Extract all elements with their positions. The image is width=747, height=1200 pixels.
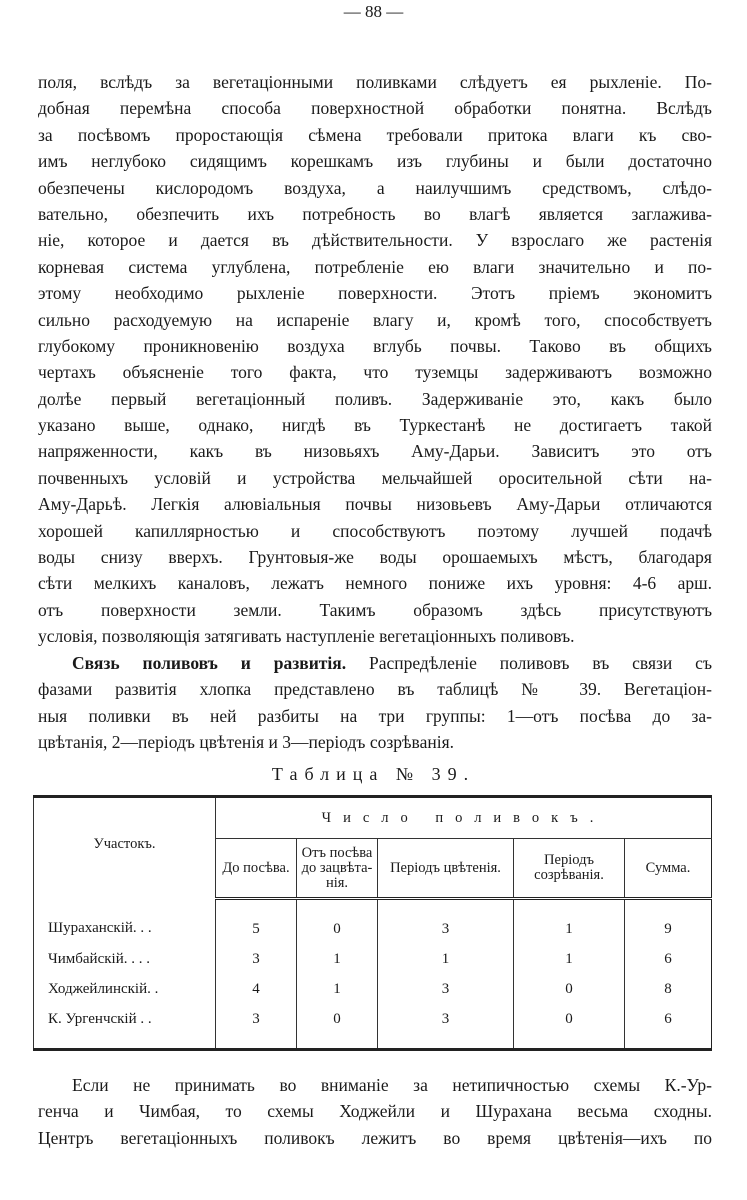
paragraph-1-line: вательно, обезпечить ихъ потребность во влагѣ является заглажива- xyxy=(38,203,712,224)
row-label: Чимбайскій. . . . xyxy=(34,944,216,974)
row-label: К. Ургенчскій . . xyxy=(34,1004,216,1050)
table-row xyxy=(34,899,712,945)
table-cell: 3 xyxy=(216,1004,297,1050)
paragraph-2 xyxy=(38,650,712,756)
table-cell: 1 xyxy=(514,944,625,974)
paragraph-1-line: сильно расходуемую на испареніе влагу и, кромѣ того, способствуетъ xyxy=(38,309,712,330)
paragraph-1-line: хорошей капиллярностью и способствуютъ поэтому лучшей подачѣ xyxy=(38,520,712,541)
paragraph-1-line: этому необходимо рыхленіе поверхности. Этотъ пріемъ экономитъ xyxy=(38,283,712,304)
paragraph-1-line: условія, позволяющія затягивать наступленіе вегетаціонныхъ поливовъ. xyxy=(38,626,575,647)
table-cell: 3 xyxy=(378,974,514,1004)
table-cell: 1 xyxy=(514,899,625,945)
column-header: Сумма. xyxy=(625,839,712,899)
paragraph-1-line: за посѣвомъ проростающія сѣмена требовали притока влаги къ сво- xyxy=(38,124,712,145)
table-cell: 1 xyxy=(297,974,378,1004)
text-line: Распредѣленіе поливовъ въ связи съ xyxy=(369,653,712,673)
table-cell: 6 xyxy=(625,1004,712,1050)
column-header: Отъ посѣва до зацвѣта-нія. xyxy=(297,839,378,899)
paragraph-1-line: добная перемѣна способа поверхностной обработки понятна. Вслѣдъ xyxy=(38,98,712,119)
paragraph-1-line: воды снизу вверхъ. Грунтовыя-же воды орошаемыхъ мѣстъ, благодаря xyxy=(38,547,712,568)
paragraph-1-line: ніе, которое и дается въ дѣйствительности. У взрослаго же растенія xyxy=(38,230,712,251)
table-cell: 9 xyxy=(625,899,712,945)
paragraph-1-line: отъ поверхности земли. Такимъ образомъ здѣсь присутствуютъ xyxy=(38,599,712,620)
table-cell: 3 xyxy=(216,944,297,974)
paragraph-1-line: имъ неглубоко сидящимъ корешкамъ изъ глубины и были достаточно xyxy=(38,151,712,172)
paragraph-2-line: ныя поливки въ ней разбиты на три группы: 1—отъ посѣва до за- xyxy=(38,705,712,726)
paragraph-1 xyxy=(38,69,712,650)
paragraph-3-line: Если не принимать во вниманіе за нетипичностью схемы К.-Ур- xyxy=(72,1075,712,1095)
data-table xyxy=(33,795,712,1051)
table-row xyxy=(34,1004,712,1050)
paragraph-2-line xyxy=(38,650,712,676)
paragraph-1-line: поля, вслѣдъ за вегетаціонными поливками слѣдуетъ ея рыхленіе. По- xyxy=(38,72,712,92)
table-row xyxy=(34,944,712,974)
paragraph-1-line: долѣе первый вегетаціонный поливъ. Задерживаніе это, какъ было xyxy=(38,388,712,409)
column-header: Періодъ цвѣтенія. xyxy=(378,839,514,899)
column-header: До посѣва. xyxy=(216,839,297,899)
column-header: Періодъ созрѣванія. xyxy=(514,839,625,899)
table-cell: 1 xyxy=(378,944,514,974)
section-heading: Связь поливовъ и развитія. xyxy=(72,653,347,673)
table-cell: 0 xyxy=(297,1004,378,1050)
table-title: Таблица № 39. xyxy=(271,764,476,784)
paragraph-3 xyxy=(38,1072,712,1151)
group-header: Число поливокъ. xyxy=(216,797,712,839)
paragraph-1-line: указано выше, однако, нигдѣ въ Туркестанѣ не достигаетъ такой xyxy=(38,415,712,436)
table-cell: 8 xyxy=(625,974,712,1004)
table-cell: 3 xyxy=(378,899,514,945)
paragraph-1-line: напряженности, какъ въ низовьяхъ Аму-Дарьи. Зависитъ это отъ xyxy=(38,441,712,462)
column-header-area: Участокъ. xyxy=(34,797,216,899)
table-cell: 5 xyxy=(216,899,297,945)
paragraph-2-line: фазами развитія хлопка представлено въ таблицѣ № 39. Вегетаціон- xyxy=(38,679,712,700)
table-cell: 0 xyxy=(514,1004,625,1050)
table-cell: 0 xyxy=(514,974,625,1004)
paragraph-1-line: Аму-Дарьѣ. Легкія алювіальныя почвы низовьевъ Аму-Дарьи отличаются xyxy=(38,494,712,515)
paragraph-1-line: корневая система углублена, потребленіе ею влаги значительно и по- xyxy=(38,256,712,277)
table-cell: 4 xyxy=(216,974,297,1004)
row-label: Шураханскій. . . xyxy=(34,899,216,945)
table-cell: 3 xyxy=(378,1004,514,1050)
table-cell: 1 xyxy=(297,944,378,974)
paragraph-1-line: сѣти мелкихъ каналовъ, лежатъ немного пониже ихъ уровня: 4-6 арш. xyxy=(38,573,712,594)
paragraph-3-line: генча и Чимбая, то схемы Ходжейли и Шурахана весьма сходны. xyxy=(38,1101,712,1122)
table-cell: 0 xyxy=(297,899,378,945)
paragraph-1-line: почвенныхъ условій и устройства мельчайшей оросительной сѣти на- xyxy=(38,467,712,488)
paragraph-1-line: глубокому проникновенію воздуха вглубь почвы. Таково въ общихъ xyxy=(38,335,712,356)
paragraph-3-line: Центръ вегетаціонныхъ поливокъ лежитъ во время цвѣтенія—ихъ по xyxy=(38,1127,712,1148)
paragraph-1-line: обезпечены кислородомъ воздуха, а наилучшимъ средствомъ, слѣдо- xyxy=(38,177,712,198)
paragraph-1-line: чертахъ объясненіе того факта, что туземцы задерживаютъ возможно xyxy=(38,362,712,383)
table-row xyxy=(34,974,712,1004)
row-label: Ходжейлинскій. . xyxy=(34,974,216,1004)
page-number: — 88 — xyxy=(343,2,404,21)
table-cell: 6 xyxy=(625,944,712,974)
paragraph-2-line: цвѣтанія, 2—періодъ цвѣтенія и 3—періодъ созрѣванія. xyxy=(38,732,454,753)
